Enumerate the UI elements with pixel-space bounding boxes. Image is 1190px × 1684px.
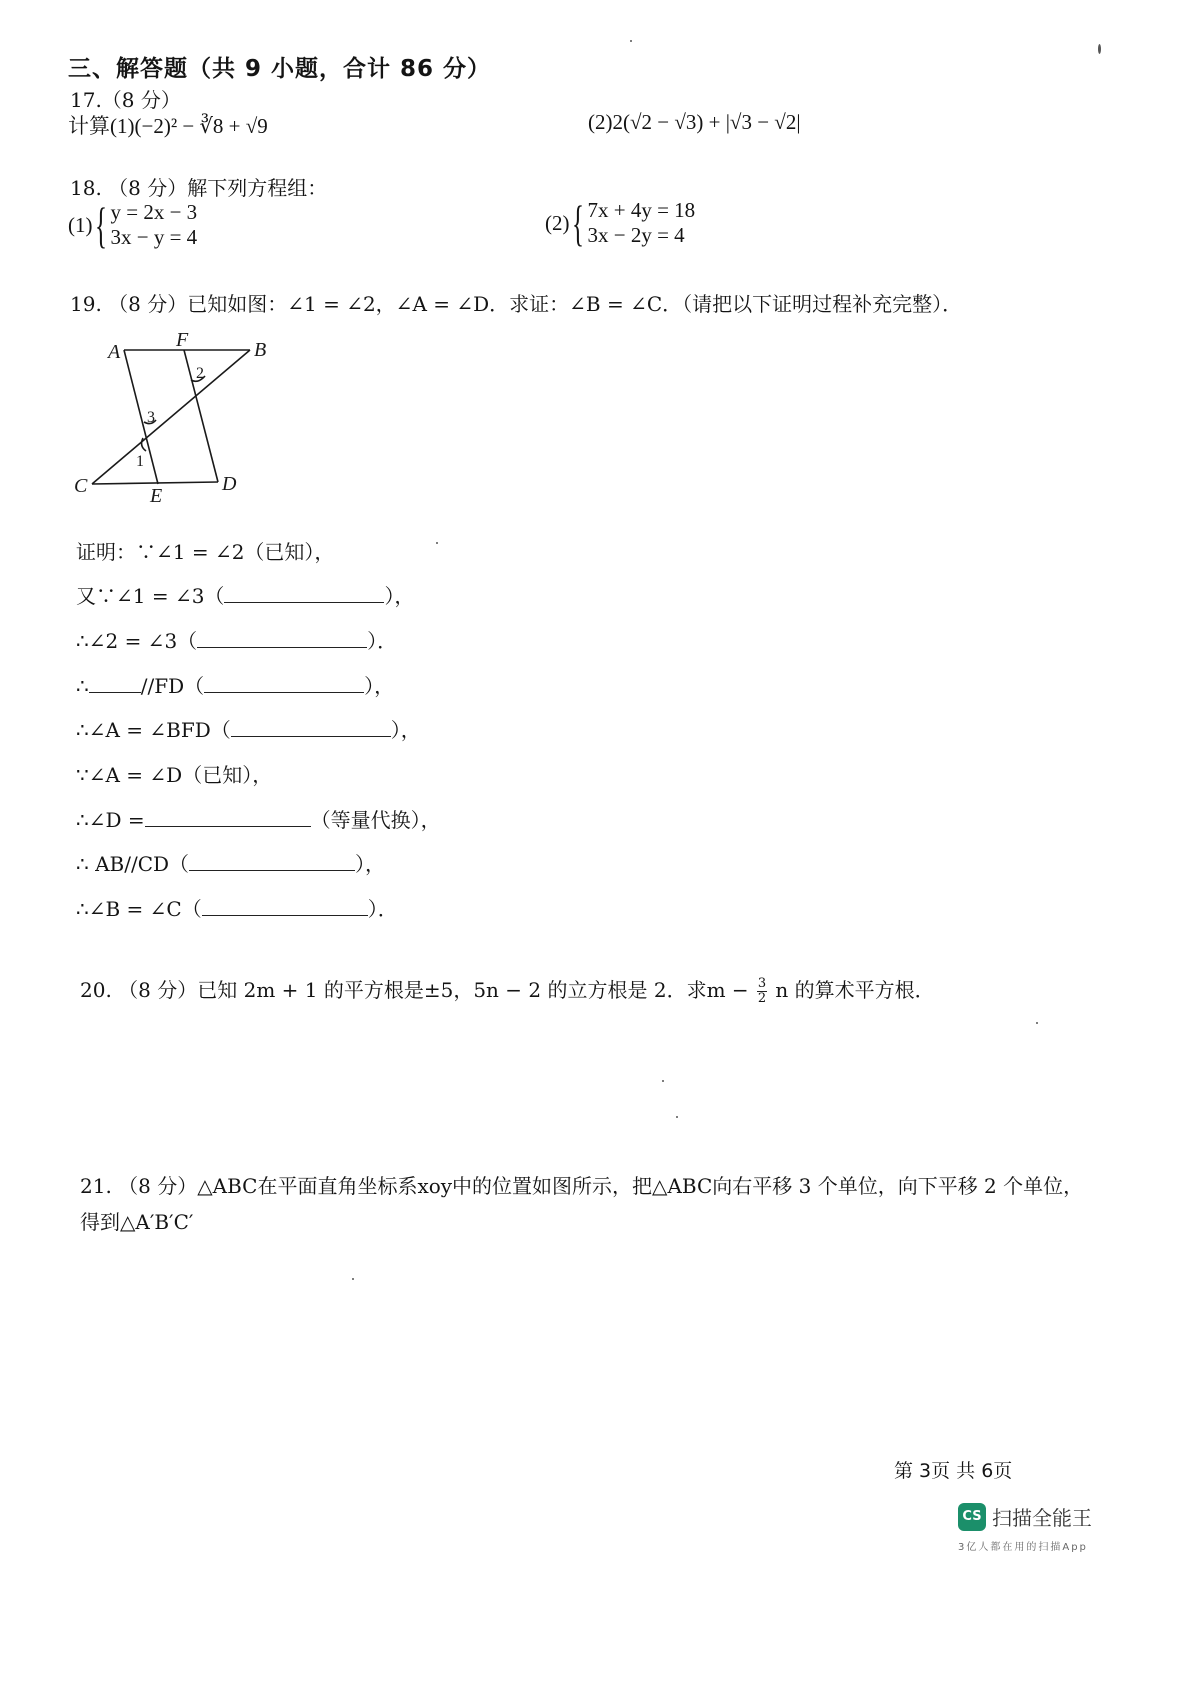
proof-blank[interactable] xyxy=(145,808,311,827)
left-brace-icon: { xyxy=(571,195,584,251)
q18-part2-label: (2) xyxy=(545,210,570,235)
q20-text-a: 20. （8 分）已知 2m + 1 的平方根是±5，5n − 2 的立方根是 2．求m − xyxy=(80,978,749,1002)
label-angle-1: 1 xyxy=(136,453,144,470)
q17-part1 xyxy=(68,110,268,140)
proof-blank[interactable] xyxy=(224,584,384,603)
q18-system-2 xyxy=(545,195,696,251)
q19-geometry-figure xyxy=(68,330,288,510)
proof-blank[interactable] xyxy=(231,718,391,737)
segment-CB xyxy=(92,350,250,484)
label-angle-3: 3 xyxy=(147,409,155,426)
proof-text: （等量代换）， xyxy=(310,808,441,832)
proof-text: ∴∠A = ∠BFD（ xyxy=(76,718,231,742)
q18-part1-label: (1) xyxy=(68,212,93,237)
q17-part1-expr: (−2)² − ∛8 + √9 xyxy=(134,114,268,138)
q18-part2-eq2: 3x − 2y = 4 xyxy=(587,223,685,247)
proof-line-2 xyxy=(76,580,414,609)
proof-blank[interactable] xyxy=(89,674,141,693)
q17-part1-prefix: 计算(1) xyxy=(68,114,135,138)
proof-text: //FD（ xyxy=(140,674,205,698)
scan-speck xyxy=(676,1116,678,1118)
proof-blank[interactable] xyxy=(204,674,364,693)
proof-blank[interactable] xyxy=(189,852,355,871)
proof-text: ）， xyxy=(355,852,386,876)
q18-part1-eq2: 3x − y = 4 xyxy=(110,225,198,249)
q20-frac-den: 2 xyxy=(757,991,767,1006)
proof-text: ）， xyxy=(364,674,395,698)
q20-fraction xyxy=(757,977,767,1006)
q17-part2-expr: 2(√2 − √3) + |√3 − √2| xyxy=(612,110,801,134)
proof-text: 又∵∠1 = ∠3（ xyxy=(76,584,225,608)
left-brace-icon: { xyxy=(94,197,107,253)
proof-text: ）． xyxy=(367,897,398,921)
label-A: A xyxy=(108,341,121,363)
proof-line-4 xyxy=(76,670,394,699)
segment-CD xyxy=(92,482,218,484)
q17-part2 xyxy=(588,110,801,135)
scan-speck xyxy=(1036,1022,1038,1024)
scanner-watermark xyxy=(958,1502,1092,1531)
label-E: E xyxy=(150,485,163,507)
label-C: C xyxy=(74,475,88,497)
proof-text: ∵∠A = ∠D（已知）， xyxy=(76,763,273,787)
proof-text: 证明：∵∠1 = ∠2（已知）， xyxy=(76,540,335,564)
proof-line-3 xyxy=(76,625,397,654)
label-F: F xyxy=(176,330,189,351)
label-angle-2: 2 xyxy=(196,365,204,382)
q21-line1: 21. （8 分）△ABC在平面直角坐标系xoy中的位置如图所示，把△ABC向右平移 3 个单位，向下平移 2 个单位， xyxy=(80,1174,1084,1198)
q20-text xyxy=(80,974,935,1006)
section-title: 三、解答题（共 9 小题，合计 86 分） xyxy=(68,56,492,82)
q17-header: 17.（8 分） xyxy=(70,88,181,112)
q20-text-b: n 的算术平方根． xyxy=(775,978,935,1002)
proof-text: ∴∠2 = ∠3（ xyxy=(76,629,198,653)
proof-line-5 xyxy=(76,714,421,743)
scan-speck xyxy=(436,542,438,544)
proof-text: ∴ xyxy=(76,674,89,698)
proof-line-9 xyxy=(76,893,398,922)
label-D: D xyxy=(222,473,237,495)
q18-header: 18. （8 分）解下列方程组： xyxy=(70,176,328,200)
q18-part1-eq1: y = 2x − 3 xyxy=(110,200,198,224)
proof-line-6 xyxy=(76,759,272,788)
scanner-slogan: 3亿人都在用的扫描App xyxy=(958,1542,1088,1553)
camscanner-logo-icon: CS xyxy=(958,1503,986,1531)
scan-speck xyxy=(352,1278,354,1280)
proof-text: ∴∠D = xyxy=(76,808,145,832)
q20-frac-num: 3 xyxy=(757,976,767,991)
scan-speck xyxy=(630,40,632,42)
q21-line2: 得到△A′B′C′ xyxy=(80,1210,194,1234)
scan-speck xyxy=(1098,44,1101,54)
scanner-app-name: 扫描全能王 xyxy=(992,1506,1092,1530)
q17-part2-prefix: (2) xyxy=(588,110,613,134)
proof-line-7 xyxy=(76,804,441,833)
q19-header: 19. （8 分）已知如图：∠1 = ∠2，∠A = ∠D．求证：∠B = ∠C．（请把以下证明过程补充完整）． xyxy=(70,292,963,316)
proof-blank[interactable] xyxy=(202,897,368,916)
proof-text: ∴ AB//CD（ xyxy=(76,852,190,876)
page-number: 第 3页 共 6页 xyxy=(894,1460,1013,1482)
proof-text: ）． xyxy=(367,629,398,653)
proof-line-8 xyxy=(76,848,385,877)
label-B: B xyxy=(254,339,267,361)
proof-blank[interactable] xyxy=(197,629,367,648)
proof-text: ）， xyxy=(390,718,421,742)
q18-part2-eq1: 7x + 4y = 18 xyxy=(587,198,696,222)
proof-text: ∴∠B = ∠C（ xyxy=(76,897,202,921)
proof-text: ）， xyxy=(384,584,415,608)
scan-speck xyxy=(662,1080,664,1082)
q18-system-1 xyxy=(68,197,198,253)
proof-line-1 xyxy=(76,536,334,565)
